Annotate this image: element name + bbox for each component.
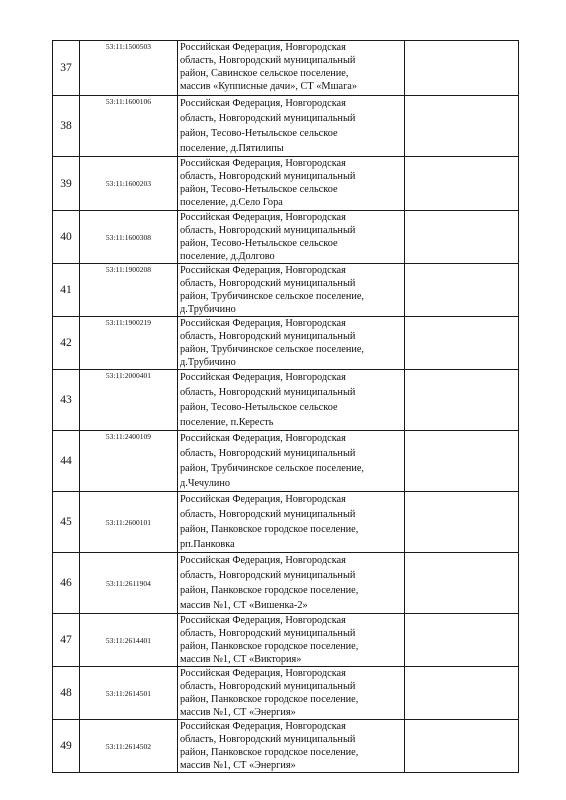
table-row [53, 720, 519, 773]
empty-cell [405, 720, 519, 773]
address-cell [178, 157, 405, 211]
empty-cell [405, 370, 519, 431]
address-line: поселение, д.Долгово [180, 251, 275, 262]
cadastral-number: 53:11:1900208 [80, 264, 178, 317]
row-number: 49 [53, 720, 80, 773]
address-line: Российская Федерация, Новгородская [180, 668, 346, 679]
table-row [53, 211, 519, 264]
address-cell [178, 431, 405, 492]
address-line: область, Новгородский муниципальный [180, 448, 356, 459]
cadastral-number: 53:11:1600308 [80, 211, 178, 264]
address-line: Российская Федерация, Новгородская [180, 158, 346, 169]
cadastral-number: 53:11:1500503 [80, 41, 178, 96]
address-line: область, Новгородский муниципальный [180, 570, 356, 581]
address-line: район, Панковское городское поселение, [180, 641, 359, 652]
address-line: область, Новгородский муниципальный [180, 387, 356, 398]
address-line: область, Новгородский муниципальный [180, 681, 356, 692]
address-cell [178, 667, 405, 720]
table-row [53, 96, 519, 157]
address-line: район, Трубичинское сельское поселение, [180, 291, 365, 302]
address-line: Российская Федерация, Новгородская [180, 433, 346, 444]
address-line: д.Трубичино [180, 357, 236, 368]
empty-cell [405, 553, 519, 614]
address-line: Российская Федерация, Новгородская [180, 42, 346, 53]
empty-cell [405, 157, 519, 211]
address-cell [178, 211, 405, 264]
row-number: 39 [53, 157, 80, 211]
cadastral-number: 53:11:2000401 [80, 370, 178, 431]
address-cell [178, 317, 405, 370]
row-number: 37 [53, 41, 80, 96]
address-line: поселение, д.Село Гора [180, 197, 283, 208]
cadastral-number: 53:11:2400109 [80, 431, 178, 492]
address-line: район, Тесово-Нетыльское сельское [180, 128, 338, 139]
cadastral-number: 53:11:2611904 [80, 553, 178, 614]
row-number: 41 [53, 264, 80, 317]
cadastral-number: 53:11:1600106 [80, 96, 178, 157]
row-number: 43 [53, 370, 80, 431]
table-row [53, 41, 519, 96]
address-line: область, Новгородский муниципальный [180, 509, 356, 520]
address-line: массив №1, СТ «Вишенка-2» [180, 600, 308, 611]
address-line: область, Новгородский муниципальный [180, 113, 356, 124]
address-line: область, Новгородский муниципальный [180, 331, 356, 342]
address-line: Российская Федерация, Новгородская [180, 98, 346, 109]
empty-cell [405, 667, 519, 720]
cadastral-quarters-table [52, 40, 519, 773]
address-line: Российская Федерация, Новгородская [180, 318, 346, 329]
table-row [53, 157, 519, 211]
empty-cell [405, 317, 519, 370]
empty-cell [405, 41, 519, 96]
cadastral-number: 53:11:1600203 [80, 157, 178, 211]
cadastral-number: 53:11:2614501 [80, 667, 178, 720]
row-number: 44 [53, 431, 80, 492]
address-line: район, Панковское городское поселение, [180, 524, 359, 535]
table-row [53, 667, 519, 720]
row-number: 40 [53, 211, 80, 264]
address-line: Российская Федерация, Новгородская [180, 212, 346, 223]
address-line: район, Панковское городское поселение, [180, 585, 359, 596]
empty-cell [405, 211, 519, 264]
address-line: д.Трубичино [180, 304, 236, 315]
address-line: массив №1, СТ «Энергия» [180, 760, 296, 771]
address-line: Российская Федерация, Новгородская [180, 721, 346, 732]
empty-cell [405, 431, 519, 492]
table-row [53, 264, 519, 317]
address-line: рп.Панковка [180, 539, 235, 550]
address-line: Российская Федерация, Новгородская [180, 615, 346, 626]
table-row [53, 431, 519, 492]
empty-cell [405, 264, 519, 317]
address-line: область, Новгородский муниципальный [180, 171, 356, 182]
row-number: 45 [53, 492, 80, 553]
address-cell [178, 96, 405, 157]
empty-cell [405, 492, 519, 553]
address-cell [178, 492, 405, 553]
address-line: район, Тесово-Нетыльское сельское [180, 402, 338, 413]
cadastral-number: 53:11:2614502 [80, 720, 178, 773]
address-line: район, Тесово-Нетыльское сельское [180, 184, 338, 195]
address-line: область, Новгородский муниципальный [180, 734, 356, 745]
address-line: массив «Купписные дачи», СТ «Мшага» [180, 81, 358, 92]
table-row [53, 370, 519, 431]
address-line: область, Новгородский муниципальный [180, 278, 356, 289]
address-line: район, Тесово-Нетыльское сельское [180, 238, 338, 249]
address-line: район, Трубичинское сельское поселение, [180, 344, 365, 355]
address-line: Российская Федерация, Новгородская [180, 494, 346, 505]
row-number: 46 [53, 553, 80, 614]
address-cell [178, 41, 405, 96]
address-cell [178, 264, 405, 317]
address-line: район, Панковское городское поселение, [180, 747, 359, 758]
row-number: 38 [53, 96, 80, 157]
cadastral-number: 53:11:2614401 [80, 614, 178, 667]
address-line: район, Савинское сельское поселение, [180, 68, 349, 79]
table-row [53, 614, 519, 667]
table-row [53, 553, 519, 614]
row-number: 42 [53, 317, 80, 370]
address-line: массив №1, СТ «Энергия» [180, 707, 296, 718]
address-line: Российская Федерация, Новгородская [180, 372, 346, 383]
address-line: д.Чечулино [180, 478, 231, 489]
address-line: Российская Федерация, Новгородская [180, 265, 346, 276]
address-cell [178, 553, 405, 614]
address-line: область, Новгородский муниципальный [180, 628, 356, 639]
address-cell [178, 720, 405, 773]
address-line: Российская Федерация, Новгородская [180, 555, 346, 566]
cadastral-number: 53:11:2600101 [80, 492, 178, 553]
address-cell [178, 614, 405, 667]
table-row [53, 317, 519, 370]
address-cell [178, 370, 405, 431]
empty-cell [405, 96, 519, 157]
address-line: область, Новгородский муниципальный [180, 55, 356, 66]
address-line: поселение, п.Кересть [180, 417, 274, 428]
address-line: массив №1, СТ «Виктория» [180, 654, 302, 665]
table-row [53, 492, 519, 553]
address-line: область, Новгородский муниципальный [180, 225, 356, 236]
cadastral-number: 53:11:1900219 [80, 317, 178, 370]
row-number: 47 [53, 614, 80, 667]
address-line: район, Трубичинское сельское поселение, [180, 463, 365, 474]
empty-cell [405, 614, 519, 667]
address-line: район, Панковское городское поселение, [180, 694, 359, 705]
table-body [53, 41, 519, 773]
address-line: поселение, д.Пятилипы [180, 143, 284, 154]
row-number: 48 [53, 667, 80, 720]
